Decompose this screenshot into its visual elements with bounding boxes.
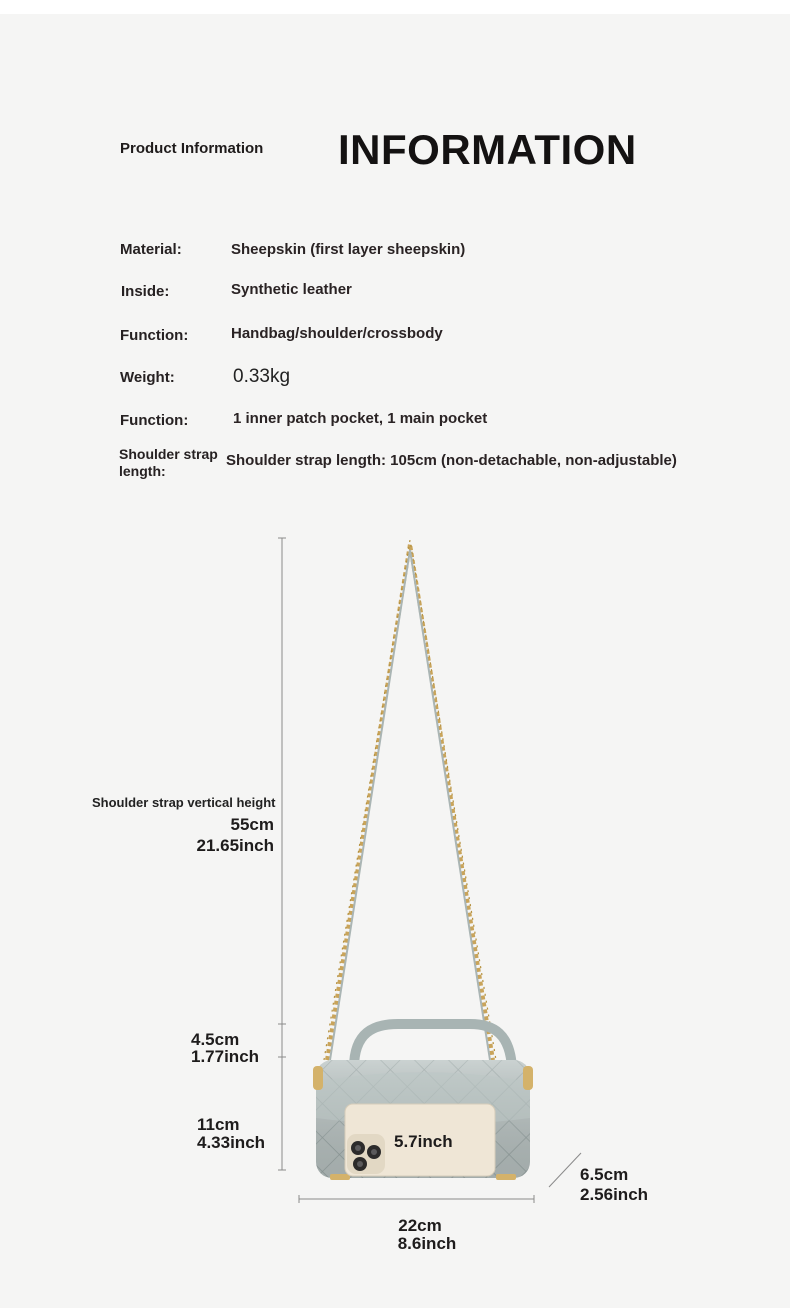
spec-label-weight: Weight: xyxy=(120,369,175,386)
page-title: INFORMATION xyxy=(338,126,637,173)
spec-label-pockets: Function: xyxy=(120,412,189,429)
chain-strap xyxy=(324,540,496,1060)
spec-label-material: Material: xyxy=(120,241,182,258)
spec-value-function: Handbag/shoulder/crossbody xyxy=(231,325,443,342)
body-height-cm: 11cm xyxy=(197,1115,240,1134)
handle-height-inch: 1.77inch xyxy=(191,1047,260,1066)
width-cm: 22cm xyxy=(398,1216,442,1235)
phone-size-label: 5.7inch xyxy=(394,1132,453,1151)
width-guide-line xyxy=(299,1195,534,1203)
strap-height-caption: Shoulder strap vertical height xyxy=(92,795,276,810)
handle-height-cm: 4.5cm xyxy=(191,1030,240,1049)
strap-height-cm: 55cm xyxy=(230,815,274,834)
body-height-inch: 4.33inch xyxy=(197,1133,266,1152)
depth-guide-line xyxy=(549,1153,581,1187)
spec-label-inside: Inside: xyxy=(121,283,170,300)
product-info-heading: Product Information xyxy=(120,140,264,157)
height-guide-line xyxy=(278,538,286,1170)
spec-value-weight: 0.33kg xyxy=(233,366,291,387)
spec-value-pockets: 1 inner patch pocket, 1 main pocket xyxy=(233,410,488,427)
depth-inch: 2.56inch xyxy=(580,1185,649,1204)
spec-value-strap-length: Shoulder strap length: 105cm (non-detachable, non-adjustable) xyxy=(226,452,677,469)
spec-value-material: Sheepskin (first layer sheepskin) xyxy=(231,241,466,258)
spec-value-inside: Synthetic leather xyxy=(231,281,352,298)
depth-cm: 6.5cm xyxy=(580,1165,629,1184)
spec-label-strap-length: Shoulder strap length: xyxy=(119,446,218,479)
strap-height-inch: 21.65inch xyxy=(196,836,274,855)
spec-label-function: Function: xyxy=(120,327,189,344)
width-inch: 8.6inch xyxy=(397,1234,457,1253)
